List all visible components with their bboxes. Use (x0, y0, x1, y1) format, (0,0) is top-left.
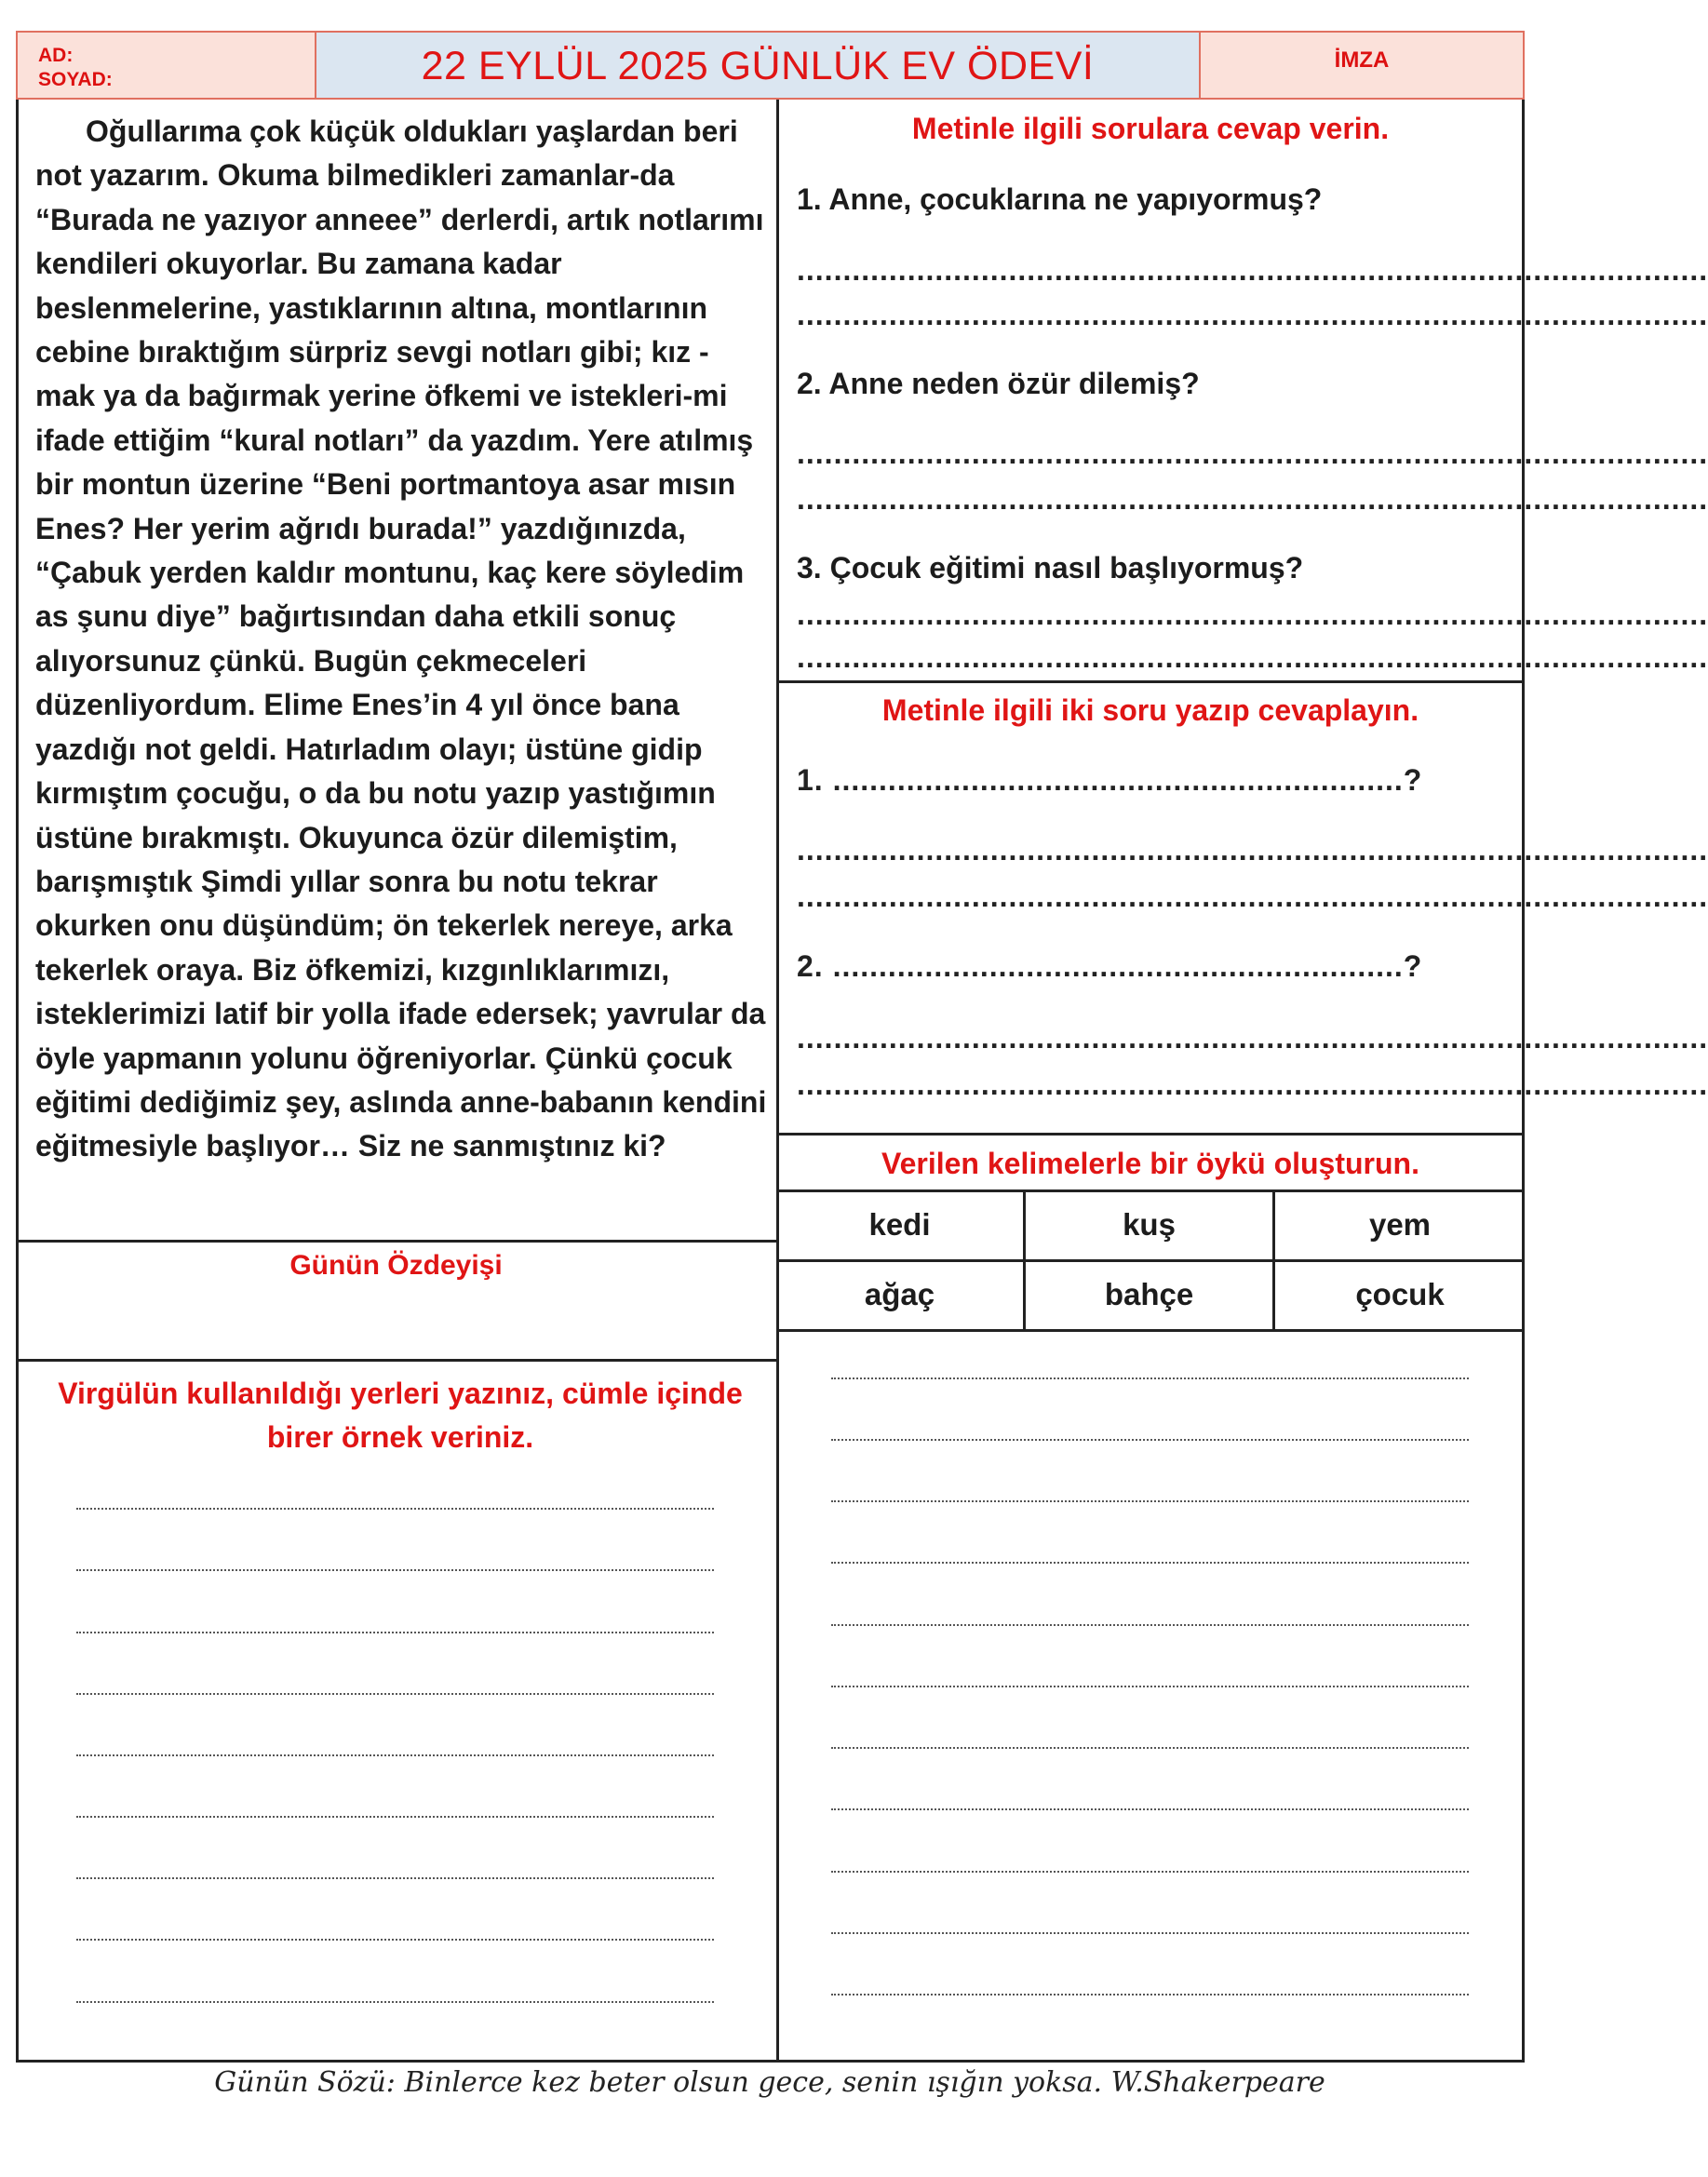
answer-line[interactable] (76, 1939, 714, 1941)
question-3: 3. Çocuk eğitimi nasıl başlıyormuş? (797, 551, 1304, 585)
story-line[interactable] (831, 1932, 1469, 1934)
own-questions-title: Metinle ilgili iki soru yazıp cevaplayın. (881, 693, 1419, 727)
answer-dots[interactable]: ................................................................................................... (797, 482, 1708, 516)
comma-task-title: Virgülün kullanıldığı yerleri yazınız, cümle içinde birer örnek veriniz. (58, 1377, 743, 1454)
reading-passage (35, 110, 771, 1169)
story-line[interactable] (831, 1686, 1469, 1687)
answer-line[interactable] (76, 1754, 714, 1756)
story-words-title: Verilen kelimelerle bir öykü oluşturun. (881, 1147, 1419, 1180)
answer-dots[interactable]: ................................................................................................... (797, 253, 1708, 287)
word-cell: kuş (1026, 1192, 1275, 1262)
own-question-1[interactable]: 1. ..............................................................? (797, 763, 1423, 797)
answer-line[interactable] (76, 1569, 714, 1571)
story-line[interactable] (831, 1994, 1469, 1996)
story-line[interactable] (831, 1871, 1469, 1873)
story-line[interactable] (831, 1500, 1469, 1502)
answer-line[interactable] (76, 1508, 714, 1510)
answer-dots[interactable]: ................................................................................................... (797, 598, 1708, 631)
answer-line[interactable] (76, 2001, 714, 2003)
name-field[interactable] (16, 31, 316, 100)
signature-field[interactable] (1199, 31, 1525, 100)
word-cell: bahçe (1026, 1262, 1275, 1332)
page-title: 22 EYLÜL 2025 GÜNLÜK EV ÖDEVİ (316, 31, 1199, 100)
word-cell: kedi (776, 1192, 1026, 1262)
answer-line[interactable] (76, 1693, 714, 1695)
soyad-label: SOYAD: (38, 69, 113, 90)
questions-title: Metinle ilgili sorulara cevap verin. (911, 112, 1390, 145)
divider-story-bottom (16, 1240, 776, 1243)
answer-line[interactable] (76, 1877, 714, 1879)
question-2: 2. Anne neden özür dilemiş? (797, 367, 1200, 400)
answer-dots[interactable]: ................................................................................................... (797, 437, 1708, 470)
answer-dots[interactable]: ................................................................................................... (797, 1021, 1708, 1055)
quote-footer: Günün Sözü: Binlerce kez beter olsun gece, senin ışığın yoksa. W.Shakerpeare (214, 2066, 1325, 2099)
divider-quote-bottom (16, 1359, 776, 1362)
answer-line[interactable] (76, 1816, 714, 1818)
ad-label: AD: (38, 45, 74, 66)
answer-line[interactable] (76, 1632, 714, 1633)
divider-questions-bottom (776, 680, 1525, 683)
imza-label: İMZA (1334, 47, 1390, 73)
answer-dots[interactable]: ................................................................................................... (797, 880, 1708, 913)
answer-dots[interactable]: ................................................................................................... (797, 298, 1708, 331)
passage-text: Oğullarıma çok küçük oldukları yaşlardan beri not yazarım. Okuma bilmedikleri zamanlar-da “Burada ne yazıyor anneee” derlerdi, artık notlarımı kendileri okuyorlar. Bu zamana kadar beslenmelerine, yastıklarının altına, montlarının cebine bıraktığım sürpriz sevgi notları gibi; kız - mak ya da bağırmak yerine öfkemi ve istekleri-mi ifade ettiğim “kural notları” da yazdım. Yere atılmış bir montun üzerine “Beni portmantoya asar mısın Enes? Her yerim ağrıdı burada!” yazdığınızda, “Çabuk yerden kaldır montunu, kaç kere söyledim as şunu diye” bağırtısından daha etkili sonuç alıyorsunuz çünkü. Bugün çekmeceleri düzenliyordum. Elime Enes’in 4 yıl önce bana yazdığı not geldi. Hatırladım olayı; üstüne gidip kırmıştım çocuğu, o da bu notu yazıp yastığımın üstüne bırakmıştı. Okuyunca özür dilemiştim, barışmıştık Şimdi yıllar sonra bu notu tekrar okurken onu düşündüm; ön tekerlek nereye, arka tekerlek oraya. Biz öfkemizi, kızgınlıklarımızı, isteklerimizi latif bir yolla ifade edersek; yavrular da öyle yapmanın yolunu öğreniyorlar. Çünkü çocuk eğitimi dediğimiz şey, aslında anne-babanın kendini eğitmesiyle başlıyor… Siz ne sanmıştınız ki? (35, 114, 767, 1163)
quote-of-day-title: Günün Özdeyişi (289, 1250, 503, 1281)
story-line[interactable] (831, 1747, 1469, 1749)
divider-own-questions-bottom (776, 1133, 1525, 1136)
answer-dots[interactable]: ................................................................................................... (797, 833, 1708, 867)
word-cell: çocuk (1275, 1262, 1525, 1332)
answer-dots[interactable]: ................................................................................................... (797, 640, 1708, 674)
story-line[interactable] (831, 1439, 1469, 1441)
column-divider (776, 100, 779, 2063)
story-line[interactable] (831, 1808, 1469, 1810)
story-line[interactable] (831, 1562, 1469, 1564)
own-question-2[interactable]: 2. ..............................................................? (797, 949, 1423, 983)
story-line[interactable] (831, 1624, 1469, 1626)
answer-dots[interactable]: ................................................................................................... (797, 1068, 1708, 1101)
word-grid (776, 1189, 1525, 1332)
question-1: 1. Anne, çocuklarına ne yapıyormuş? (797, 182, 1323, 216)
word-cell: yem (1275, 1192, 1525, 1262)
word-cell: ağaç (776, 1262, 1026, 1332)
story-line[interactable] (831, 1377, 1469, 1379)
